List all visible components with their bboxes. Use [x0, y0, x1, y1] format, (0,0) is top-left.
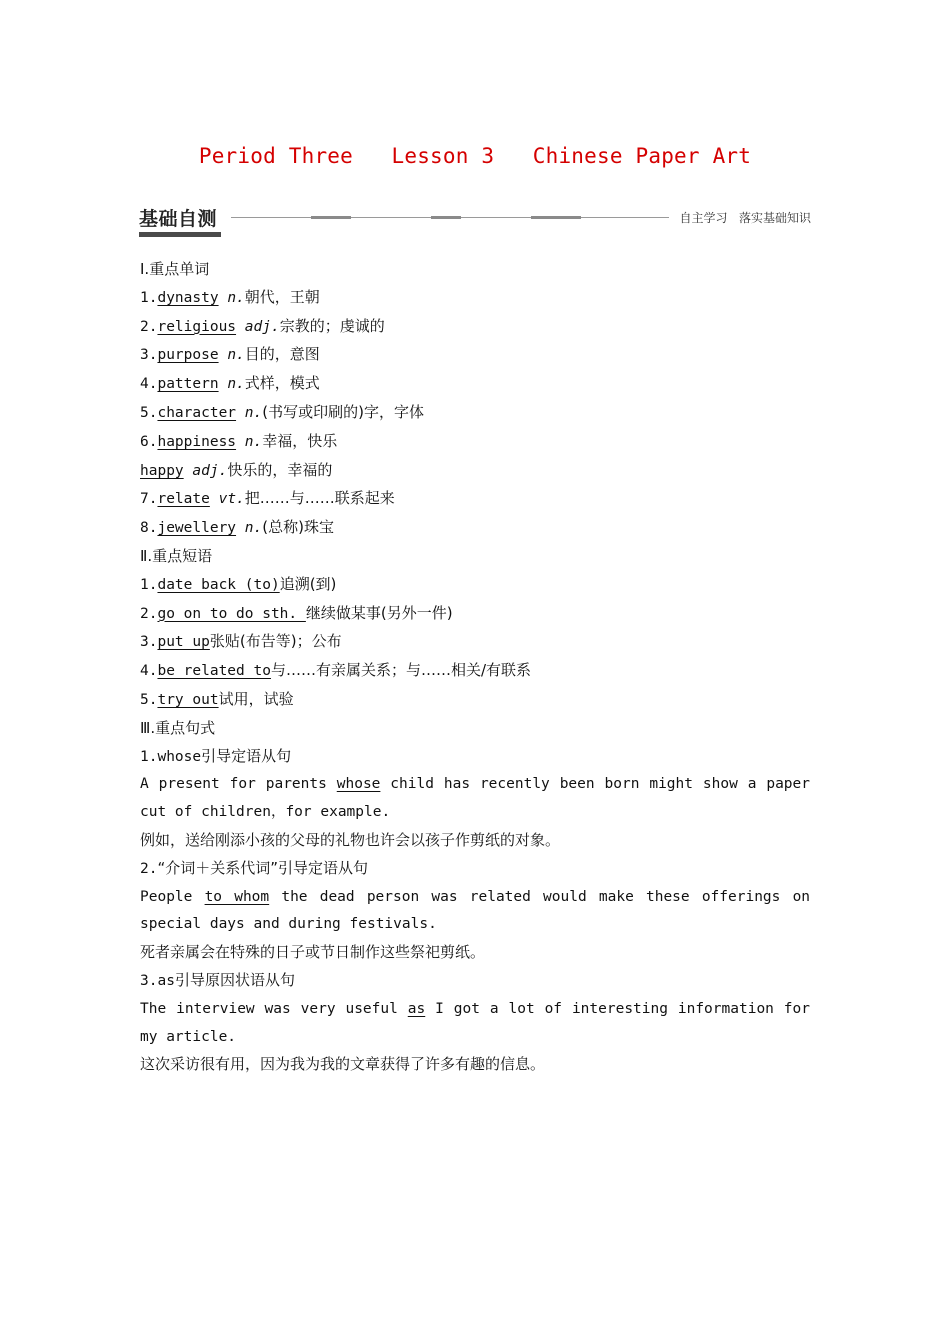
phrase-item: 5.try out试用，试验: [140, 689, 294, 708]
vocab-item: 2.religious adj.宗教的；虔诚的: [140, 316, 385, 335]
section-header: [139, 204, 811, 240]
vocab-item: happy adj.快乐的，幸福的: [140, 460, 333, 479]
page-title: Period Three Lesson 3 Chinese Paper Art: [198, 144, 752, 168]
section-divider-line: [231, 217, 669, 218]
phrase-text: be related to: [157, 663, 271, 680]
vocab-word: happiness: [157, 433, 237, 450]
phrase-text: put up: [157, 634, 210, 651]
sentence-translation: 例如，送给刚添小孩的父母的礼物也许会以孩子作剪纸的对象。: [140, 830, 561, 849]
phrase-item: 1.date back (to)追溯(到): [140, 574, 337, 593]
sentence-translation: 这次采访很有用，因为我为我的文章获得了许多有趣的信息。: [140, 1055, 546, 1074]
phrase-item: 3.put up张贴(布告等)；公布: [140, 632, 342, 651]
key-word: as: [407, 1000, 426, 1017]
key-word: to whom: [204, 888, 270, 905]
sentence-translation: 死者亲属会在特殊的日子或节日制作这些祭祀剪纸。: [140, 943, 486, 962]
vocab-item: 3.purpose n.目的，意图: [140, 345, 320, 364]
example-sentence: The interview was very useful as I got a lot of interesting information for my article.: [140, 1000, 810, 1045]
section-underbar: [139, 232, 221, 237]
phrase-item: 4.be related to与……有亲属关系；与……相关/有联系: [140, 661, 532, 680]
vocab-word: jewellery: [157, 520, 237, 537]
phrase-text: go on to do sth.: [157, 605, 306, 622]
sentence-pattern-label: 3.as引导原因状语从句: [140, 970, 295, 989]
vocab-word: dynasty: [157, 289, 219, 306]
vocab-word: character: [157, 404, 237, 421]
vocab-word: purpose: [157, 347, 219, 364]
example-sentence: People to whom the dead person was related would make these offerings on special days and during festivals.: [140, 888, 811, 933]
vocab-item: 6.happiness n.幸福，快乐: [140, 431, 338, 450]
vocab-heading: Ⅰ.重点单词: [140, 260, 210, 278]
sentences-heading: Ⅲ.重点句式: [140, 718, 216, 737]
vocab-item: 4.pattern n.式样，模式: [140, 374, 320, 393]
section-subtitle: 自主学习 落实基础知识: [679, 211, 811, 225]
sentence-pattern-label: 2.“介词＋关系代词”引导定语从句: [140, 858, 369, 877]
phrase-text: date back (to): [157, 576, 280, 593]
vocab-item: 1.dynasty n.朝代，王朝: [140, 287, 320, 306]
vocab-word: happy: [140, 462, 184, 479]
vocab-word: religious: [157, 318, 237, 335]
phrases-heading: Ⅱ.重点短语: [140, 546, 213, 565]
section-label: 基础自测: [139, 208, 218, 230]
example-sentence: A present for parents whose child has recently been born might show a paper cut of children，for example.: [140, 776, 810, 821]
vocab-item: 7.relate vt.把……与……联系起来: [140, 489, 395, 508]
vocab-item: 5.character n.(书写或印刷的)字，字体: [140, 402, 424, 421]
vocab-item: 8.jewellery n.(总称)珠宝: [140, 518, 334, 537]
sentence-pattern-label: 1.whose引导定语从句: [140, 746, 292, 765]
phrase-item: 2.go on to do sth. 继续做某事(另外一件): [140, 603, 453, 622]
key-word: whose: [336, 776, 381, 793]
content: [140, 256, 810, 1079]
vocab-word: relate: [157, 491, 210, 508]
phrase-text: try out: [157, 691, 219, 708]
vocab-word: pattern: [157, 376, 219, 393]
